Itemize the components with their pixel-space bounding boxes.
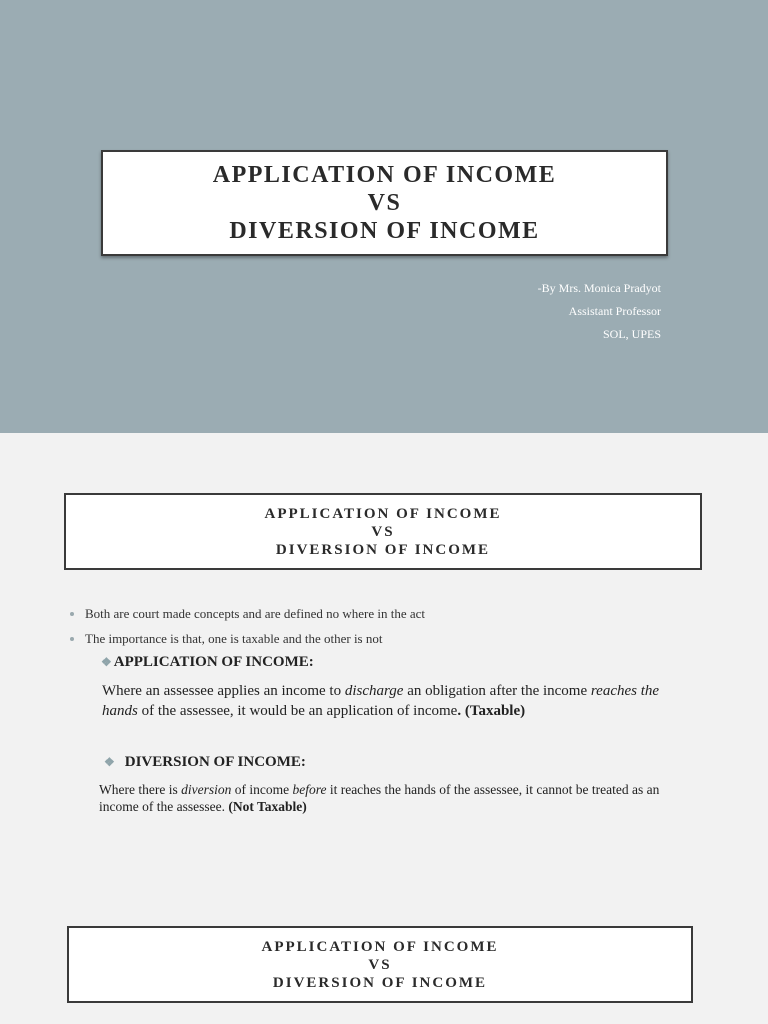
application-text: of the assessee, it would be an application of income <box>137 703 458 719</box>
title-line-3: DIVERSION OF INCOME <box>272 974 488 991</box>
title-line-2: VS <box>368 956 392 973</box>
application-text: Where an assessee applies an income to <box>102 683 345 699</box>
diversion-text: it reaches the hands of the assessee, it cannot be treated as an income of the assessee. <box>99 782 660 814</box>
title-line-3: DIVERSION OF INCOME <box>275 541 491 558</box>
diversion-italic: before <box>292 782 327 797</box>
application-text: an obligation after the income <box>403 683 591 699</box>
diversion-italic: diversion <box>181 782 232 797</box>
title-line-3: DIVERSION OF INCOME <box>229 218 540 244</box>
author-block <box>538 277 661 346</box>
application-italic: reaches the hands <box>102 683 660 719</box>
diversion-text: Where there is <box>99 782 182 797</box>
application-taxable-label: . (Taxable) <box>457 703 526 719</box>
diversion-heading <box>104 754 306 771</box>
diversion-text: of income <box>231 782 293 797</box>
list-item <box>70 601 425 626</box>
application-heading-text: APPLICATION OF INCOME: <box>113 654 314 670</box>
bullet-dot-icon <box>70 637 74 641</box>
author-institution: SOL, UPES <box>602 327 661 341</box>
bullet-text: The importance is that, one is taxable and the other is not <box>85 630 383 646</box>
application-italic: discharge <box>344 683 404 699</box>
title-line-1: APPLICATION OF INCOME <box>264 505 502 522</box>
diversion-not-taxable-label: (Not Taxable) <box>228 799 307 814</box>
bullet-text: Both are court made concepts and are defined no where in the act <box>85 605 426 621</box>
list-item <box>70 626 425 651</box>
title-line-2: VS <box>371 523 395 540</box>
title-line-1: APPLICATION OF INCOME <box>261 938 499 955</box>
bullet-dot-icon <box>70 612 74 616</box>
author-designation: Assistant Professor <box>568 304 661 318</box>
diamond-bullet-icon: ❖ <box>104 755 115 769</box>
application-paragraph <box>102 681 692 721</box>
slide-2-title <box>64 493 702 570</box>
slide-1 <box>0 0 768 433</box>
slide-3-title <box>67 926 693 1003</box>
diamond-bullet-icon: ❖ <box>101 655 112 669</box>
title-line-2: VS <box>367 190 402 216</box>
author-name: -By Mrs. Monica Pradyot <box>537 281 661 295</box>
title-line-1: APPLICATION OF INCOME <box>212 162 557 188</box>
bullet-list <box>70 601 425 651</box>
slide-1-title <box>101 150 668 256</box>
diversion-heading-text: DIVERSION OF INCOME: <box>124 754 306 770</box>
diversion-paragraph <box>99 781 699 815</box>
application-heading <box>101 654 314 671</box>
